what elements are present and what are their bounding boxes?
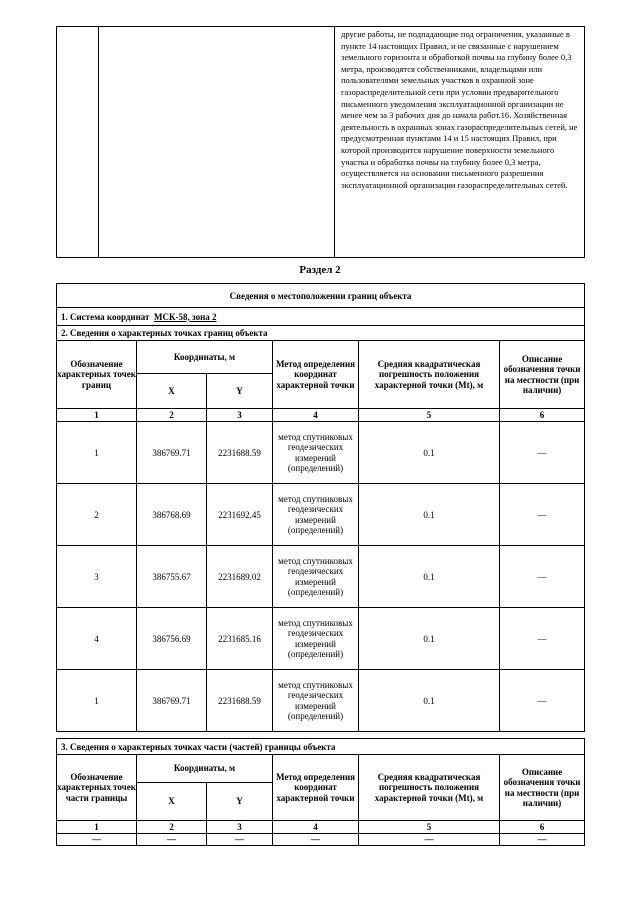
point-method: метод спутниковых геодезических измерений (определений) xyxy=(273,670,359,732)
empty-cell: — xyxy=(207,834,273,846)
header-y: Y xyxy=(207,783,273,821)
table-row xyxy=(57,546,585,608)
empty-cell: — xyxy=(137,834,207,846)
point-x: 386769.71 xyxy=(137,422,207,484)
col-number: 5 xyxy=(359,821,500,834)
point-method: метод спутниковых геодезических измерений (определений) xyxy=(273,608,359,670)
point-method: метод спутниковых геодезических измерений (определений) xyxy=(273,484,359,546)
col-number: 4 xyxy=(273,821,359,834)
header-description: Описание обозначения точки на местности (при наличии) xyxy=(500,341,585,409)
point-description: — xyxy=(500,670,585,732)
table-row xyxy=(57,834,585,846)
col-number: 1 xyxy=(57,821,137,834)
point-mt: 0.1 xyxy=(359,484,500,546)
point-number: 1 xyxy=(57,422,137,484)
header-rms: Средняя квадратическая погрешность положения характерной точки (Mt), м xyxy=(359,341,500,409)
coord-system-value: МСК-58, зона 2 xyxy=(153,311,217,322)
section3-label: 3. Сведения о характерных точках части (частей) границы объекта xyxy=(57,739,585,755)
col-number: 3 xyxy=(207,409,273,422)
header-x: X xyxy=(137,374,207,409)
point-mt: 0.1 xyxy=(359,608,500,670)
boundaries-table xyxy=(56,283,585,732)
coord-system-label: 1. Система координат xyxy=(61,311,150,322)
point-x: 386755.67 xyxy=(137,546,207,608)
point-mt: 0.1 xyxy=(359,670,500,732)
point-number: 3 xyxy=(57,546,137,608)
point-description: — xyxy=(500,422,585,484)
point-number: 2 xyxy=(57,484,137,546)
col-number: 5 xyxy=(359,409,500,422)
section-title: Раздел 2 xyxy=(299,264,341,276)
point-x: 386768.69 xyxy=(137,484,207,546)
point-method: метод спутниковых геодезических измерений (определений) xyxy=(273,546,359,608)
col-number: 6 xyxy=(500,409,585,422)
point-y: 2231692.45 xyxy=(207,484,273,546)
continuation-col-2 xyxy=(99,27,335,258)
col-number: 2 xyxy=(137,821,207,834)
continuation-col-1 xyxy=(57,27,99,258)
empty-cell: — xyxy=(57,834,137,846)
point-number: 1 xyxy=(57,670,137,732)
parts-table xyxy=(56,738,585,846)
parts-frame xyxy=(56,738,584,846)
table-row xyxy=(57,608,585,670)
header-method: Метод определения координат характерной точки xyxy=(273,755,359,821)
header-y: Y xyxy=(207,374,273,409)
header-designation: Обозначение характерных точек части границы xyxy=(57,755,137,821)
col-number: 1 xyxy=(57,409,137,422)
header-coords: Координаты, м xyxy=(137,755,273,783)
empty-cell: — xyxy=(273,834,359,846)
point-x: 386769.71 xyxy=(137,670,207,732)
empty-cell: — xyxy=(500,834,585,846)
point-mt: 0.1 xyxy=(359,546,500,608)
point-y: 2231689.02 xyxy=(207,546,273,608)
point-description: — xyxy=(500,608,585,670)
point-x: 386756.69 xyxy=(137,608,207,670)
header-rms: Средняя квадратическая погрешность положения характерной точки (Mt), м xyxy=(359,755,500,821)
table-row xyxy=(57,670,585,732)
point-description: — xyxy=(500,546,585,608)
point-number: 4 xyxy=(57,608,137,670)
point-y: 2231688.59 xyxy=(207,670,273,732)
header-method: Метод определения координат характерной точки xyxy=(273,341,359,409)
col-number: 3 xyxy=(207,821,273,834)
point-y: 2231688.59 xyxy=(207,422,273,484)
header-x: X xyxy=(137,783,207,821)
table-title: Сведения о местоположении границ объекта xyxy=(57,284,585,308)
col-number: 4 xyxy=(273,409,359,422)
continuation-text-cell xyxy=(335,27,585,258)
col-number: 2 xyxy=(137,409,207,422)
header-coords: Координаты, м xyxy=(137,341,273,374)
continuation-text: другие работы, не подпадающие под ограничения, указанные в пункте 14 настоящих Правил, и не связанные с нарушением земельного горизонта и обработкой почвы на глубину более 0,3 метра, производятся собственниками, владельцами или пользователями земельных участков в охранной зоне газораспределительной сети при условии предварительного письменного уведомления эксплуатационной организации не менее чем за 3 рабочих дня до начала работ.16. Хозяйственная деятельность в охранных зонах газораспределительных сетей, не предусмотренная пунктами 14 и 15 настоящих Правил, при которой производится нарушение поверхности земельного участка и обработка почвы на глубину более 0,3 метра, осуществляется на основании письменного разрешения эксплуатационной организации газораспределительных сетей. xyxy=(341,29,578,190)
continuation-table xyxy=(56,26,585,258)
point-method: метод спутниковых геодезических измерений (определений) xyxy=(273,422,359,484)
coord-system-row xyxy=(57,308,585,326)
section2-label: 2. Сведения о характерных точках границ объекта xyxy=(57,326,585,341)
point-y: 2231685.16 xyxy=(207,608,273,670)
header-designation: Обозначение характерных точек границ xyxy=(57,341,137,409)
boundaries-frame xyxy=(56,283,584,732)
empty-cell: — xyxy=(359,834,500,846)
table-row xyxy=(57,484,585,546)
col-number: 6 xyxy=(500,821,585,834)
point-mt: 0.1 xyxy=(359,422,500,484)
header-description: Описание обозначения точки на местности (при наличии) xyxy=(500,755,585,821)
table-row xyxy=(57,422,585,484)
point-description: — xyxy=(500,484,585,546)
